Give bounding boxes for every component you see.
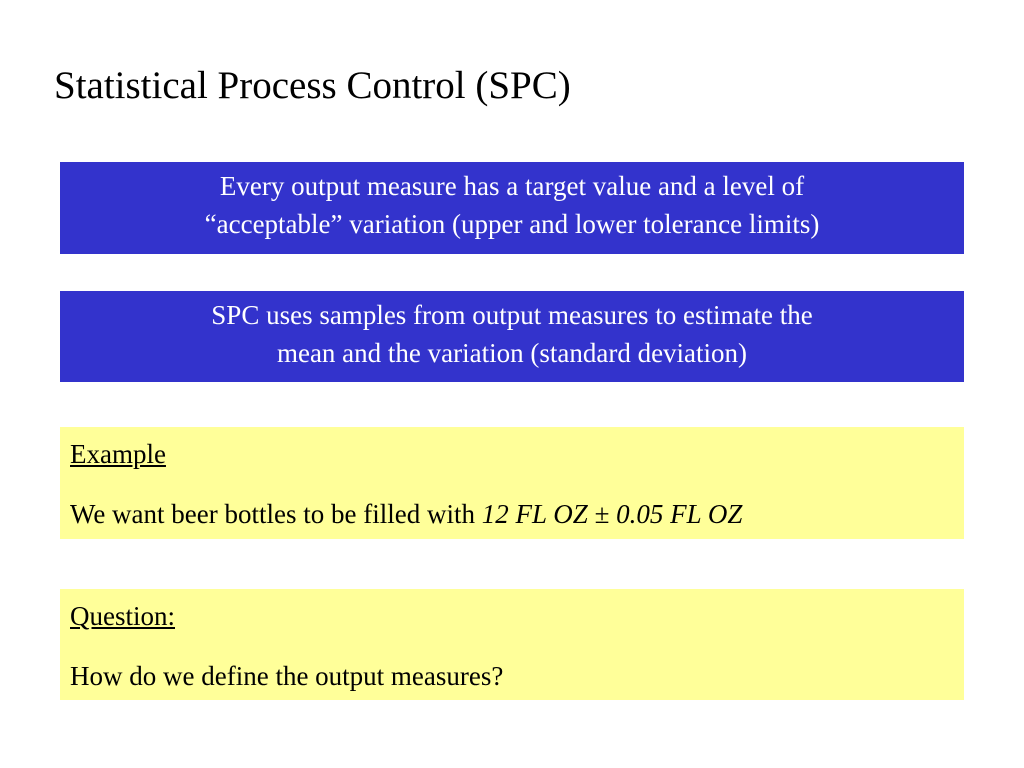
target-variation-box: [60, 162, 964, 254]
target-variation-line-1: Every output measure has a target value and a level of: [219, 171, 805, 201]
example-text: [70, 498, 742, 530]
question-text: How do we define the output measures?: [70, 661, 504, 691]
question-box: [60, 589, 964, 700]
example-box: [60, 427, 964, 539]
spc-samples-line-2: mean and the variation (standard deviation): [276, 338, 748, 368]
slide-title: Statistical Process Control (SPC): [54, 64, 571, 107]
spc-samples-box: [60, 291, 964, 382]
example-text-prefix: We want beer bottles to be filled with: [70, 499, 482, 529]
spc-samples-line-1: SPC uses samples from output measures to estimate the: [211, 300, 813, 330]
example-heading: Example: [70, 439, 166, 469]
example-spec-value: 12 FL OZ ± 0.05 FL OZ: [481, 499, 743, 529]
question-heading: Question:: [70, 601, 175, 631]
target-variation-line-2: “acceptable” variation (upper and lower tolerance limits): [204, 209, 820, 239]
